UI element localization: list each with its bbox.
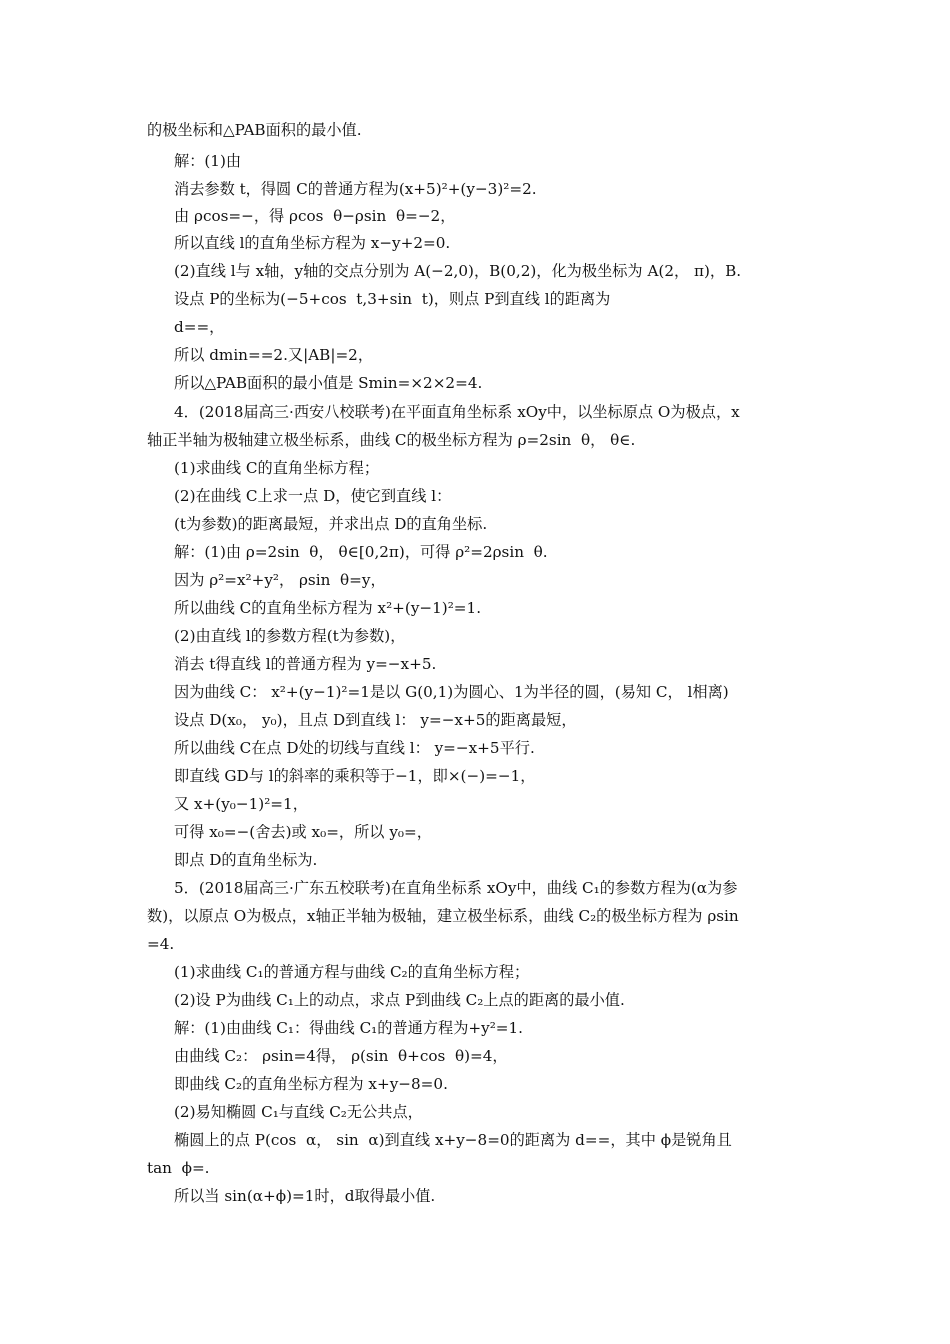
text-line: 椭圆上的点 P(cos α， sin α)到直线 x+y−8=0的距离为 d==，其中 ϕ是锐角且	[174, 1131, 732, 1149]
text-line: (t为参数)的距离最短，并求出点 D的直角坐标.	[174, 515, 488, 533]
text-line: 所以曲线 C在点 D处的切线与直线 l： y=−x+5平行.	[174, 739, 535, 757]
text-line: (2)直线 l与 x轴，y轴的交点分别为 A(−2,0)，B(0,2)，化为极坐标为 A(2， π)，B.	[174, 262, 742, 280]
text-line: 所以 dmin==2.又|AB|=2，	[174, 346, 374, 364]
text-line: 由 ρcos=−，得 ρcos θ−ρsin θ=−2，	[174, 207, 456, 225]
text-line: 所以曲线 C的直角坐标方程为 x²+(y−1)²=1.	[174, 599, 482, 617]
text-line: (2)由直线 l的参数方程(t为参数)，	[174, 627, 406, 645]
text-line: 5．(2018届高三·广东五校联考)在直角坐标系 xOy中，曲线 C₁的参数方程为(α为参	[174, 879, 738, 897]
text-line: 解：(1)由曲线 C₁：得曲线 C₁的普通方程为+y²=1.	[174, 1019, 524, 1037]
text-line: 可得 x₀=−(舍去)或 x₀=，所以 y₀=，	[174, 823, 432, 841]
text-line: 4．(2018届高三·西安八校联考)在平面直角坐标系 xOy中，以坐标原点 O为极点，x	[174, 403, 740, 421]
text-line: 解：(1)由	[174, 152, 242, 170]
text-line: 设点 D(x₀， y₀)，且点 D到直线 l： y=−x+5的距离最短，	[174, 711, 577, 729]
text-line: 的极坐标和△PAB面积的最小值.	[147, 121, 362, 139]
text-line: 又 x+(y₀−1)²=1，	[174, 795, 308, 813]
text-line: (2)易知椭圆 C₁与直线 C₂无公共点，	[174, 1103, 423, 1121]
text-line: 数)，以原点 O为极点，x轴正半轴为极轴，建立极坐标系，曲线 C₂的极坐标方程为 ρsin	[147, 907, 739, 925]
text-line: =4.	[147, 935, 175, 953]
text-line: 设点 P的坐标为(−5+cos t,3+sin t)，则点 P到直线 l的距离为	[174, 290, 611, 308]
text-line: tan ϕ=.	[147, 1159, 210, 1177]
text-line: 因为曲线 C： x²+(y−1)²=1是以 G(0,1)为圆心、1为半径的圆，(易知 C， l相离)	[174, 683, 729, 701]
text-line: 轴正半轴为极轴建立极坐标系，曲线 C的极坐标方程为 ρ=2sin θ， θ∈.	[147, 431, 636, 449]
text-line: 即曲线 C₂的直角坐标方程为 x+y−8=0.	[174, 1075, 448, 1093]
text-line: (2)设 P为曲线 C₁上的动点，求点 P到曲线 C₂上点的距离的最小值.	[174, 991, 625, 1009]
text-line: 因为 ρ²=x²+y²， ρsin θ=y，	[174, 571, 386, 589]
text-line: 所以直线 l的直角坐标方程为 x−y+2=0.	[174, 234, 451, 252]
text-line: (1)求曲线 C₁的普通方程与曲线 C₂的直角坐标方程；	[174, 963, 530, 981]
text-line: (2)在曲线 C上求一点 D，使它到直线 l：	[174, 487, 452, 505]
text-line: 消去 t得直线 l的普通方程为 y=−x+5.	[174, 655, 437, 673]
text-line: 即点 D的直角坐标为.	[174, 851, 318, 869]
text-line: 所以当 sin(α+ϕ)=1时，d取得最小值.	[174, 1187, 436, 1205]
text-line: 即直线 GD与 l的斜率的乘积等于−1，即×(−)=−1，	[174, 767, 536, 785]
text-line: 由曲线 C₂： ρsin=4得， ρ(sin θ+cos θ)=4，	[174, 1047, 508, 1065]
text-line: 所以△PAB面积的最小值是 Smin=×2×2=4.	[174, 374, 483, 392]
text-line: 解：(1)由 ρ=2sin θ， θ∈[0,2π)，可得 ρ²=2ρsin θ.	[174, 543, 548, 561]
text-line: 消去参数 t，得圆 C的普通方程为(x+5)²+(y−3)²=2.	[174, 180, 537, 198]
text-line: d==，	[174, 318, 225, 336]
text-line: (1)求曲线 C的直角坐标方程；	[174, 459, 380, 477]
